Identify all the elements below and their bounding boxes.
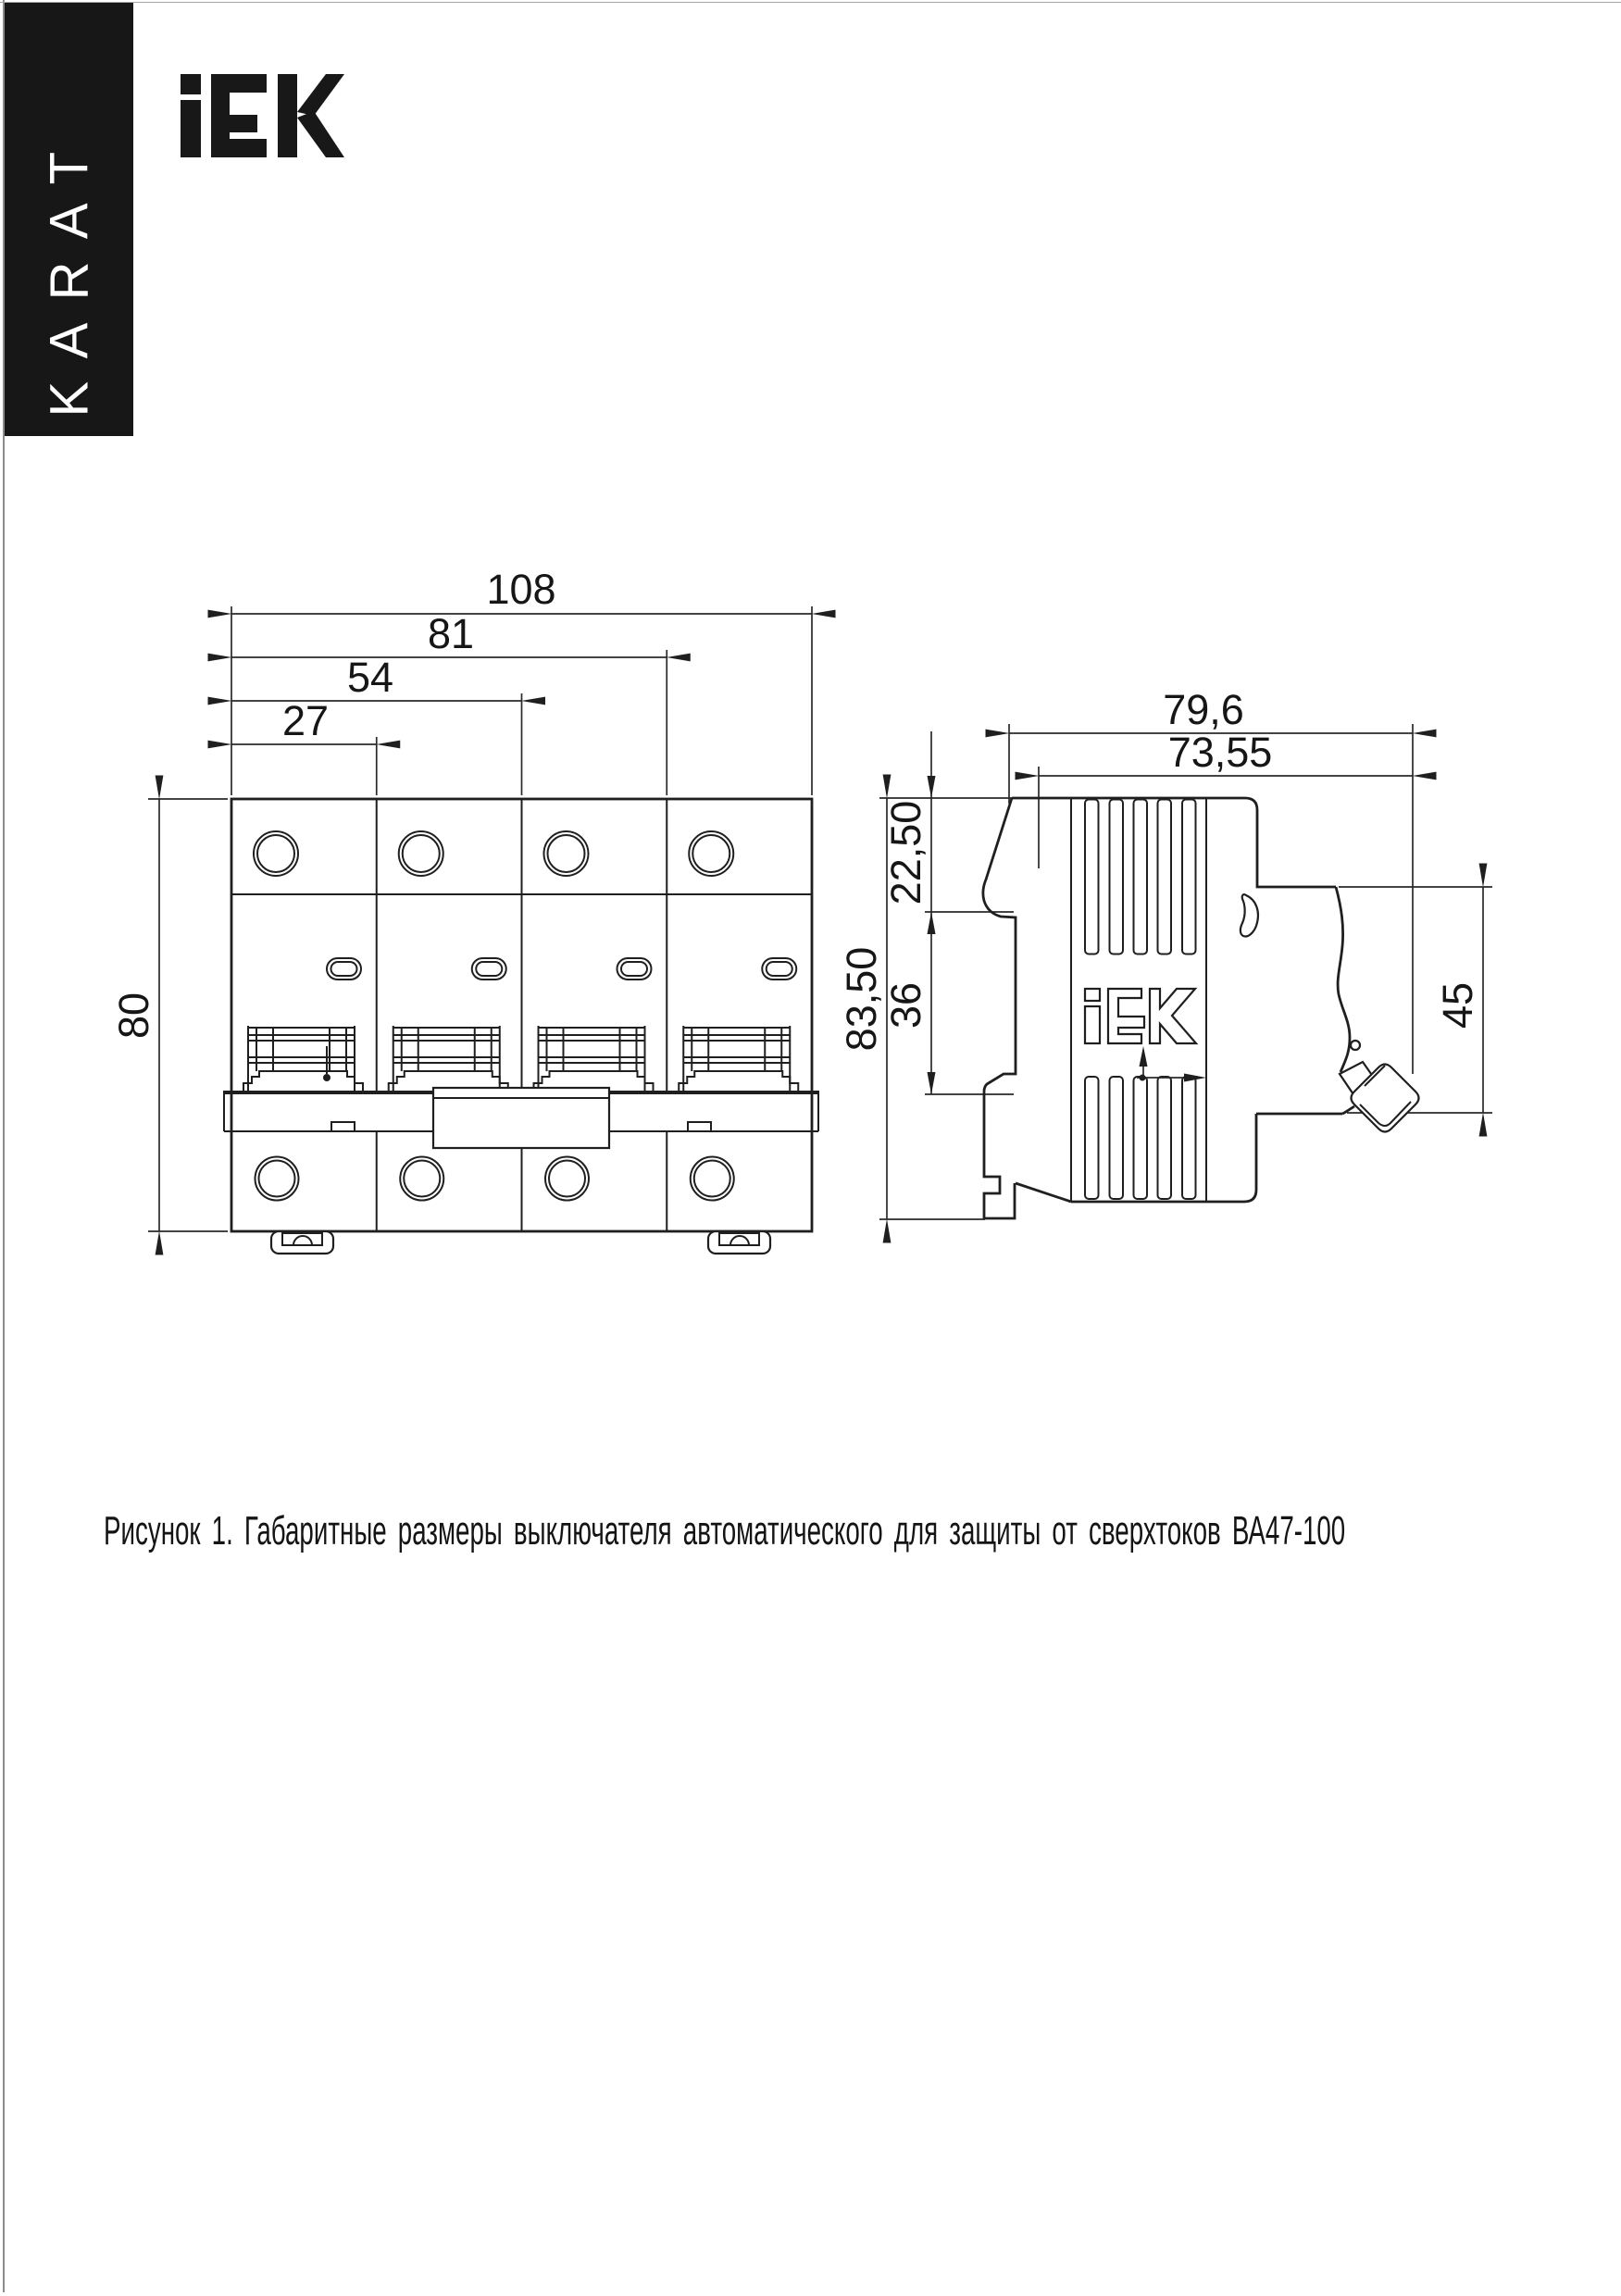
side-view	[838, 686, 1492, 1219]
iek-logo-i-dot	[181, 74, 201, 94]
iek-logo-e	[211, 74, 267, 157]
dim-width-two-poles: 54	[346, 654, 394, 701]
side-iek-logo	[1085, 989, 1196, 1043]
dim-front-height: 80	[110, 992, 157, 1040]
pole-divider-lines	[377, 799, 667, 1231]
vent-fins-upper	[1085, 800, 1196, 955]
dim-width-total: 108	[486, 566, 556, 613]
dim-depth-total: 79,6	[1163, 686, 1244, 733]
front-view	[110, 566, 818, 1254]
side-iek-i-dot	[1085, 989, 1100, 1001]
side-dimension-lines	[887, 731, 1483, 1219]
handle-tie-bar-center	[433, 1088, 609, 1148]
dim-side-height: 83,50	[838, 946, 885, 1052]
side-iek-i-stem	[1085, 1006, 1100, 1043]
dim-width-one-pole: 27	[281, 697, 330, 744]
dim-depth-body: 73,55	[1167, 729, 1273, 776]
dim-front-panel: 45	[1434, 981, 1481, 1029]
marking-reference-arrows	[1137, 1046, 1206, 1082]
side-iek-k	[1150, 989, 1196, 1043]
dim-top-section: 22,50	[882, 800, 929, 905]
dim-width-three-poles: 81	[427, 610, 475, 657]
vent-fins-lower	[1085, 1077, 1196, 1199]
karat-banner-label: KARAT	[39, 129, 99, 418]
iek-logo	[181, 74, 344, 157]
side-iek-e	[1108, 989, 1144, 1043]
dim-din-zone: 36	[882, 981, 929, 1029]
figure-caption: Рисунок 1. Габаритные размеры выключателя автоматического для защиты от сверхтоков ВА47-100	[104, 1508, 1346, 1554]
vent-crescent-slot	[1241, 894, 1258, 936]
iek-logo-k	[278, 74, 344, 157]
iek-logo-i-stem	[181, 100, 201, 157]
pivot-dot	[1351, 1041, 1360, 1050]
